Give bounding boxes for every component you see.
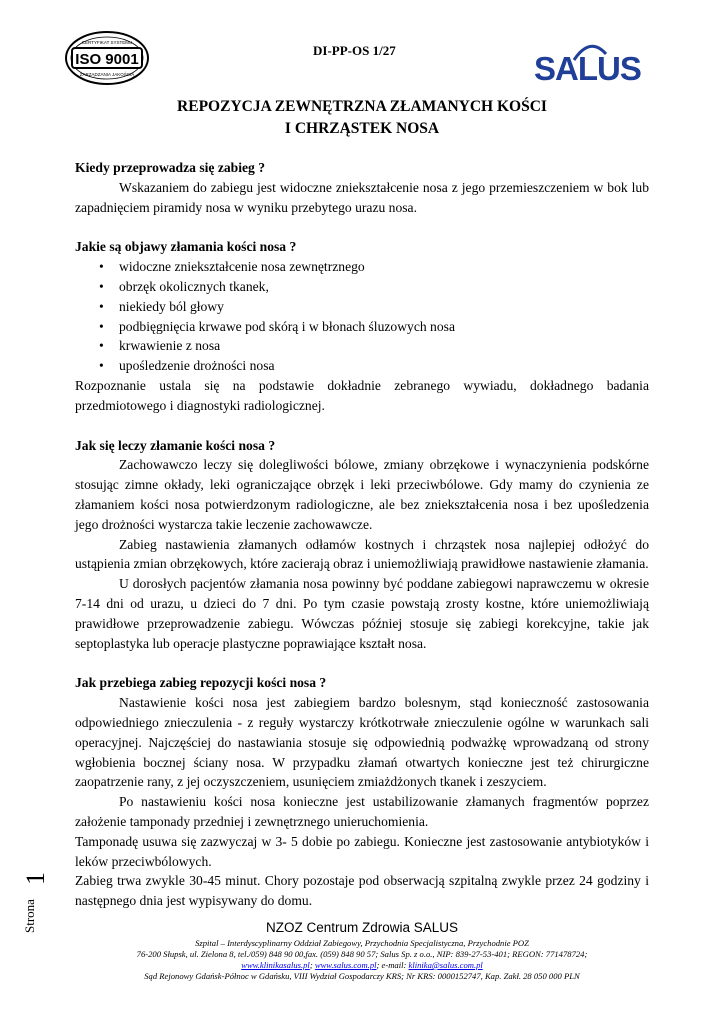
website-link-2[interactable]: www.salus.com.pl — [314, 960, 377, 970]
document-body — [75, 158, 649, 911]
footer-line: Sąd Rejonowy Gdańsk-Północ w Gdańsku, VIII Wydział Gospodarczy KRS; Nr KRS: 0000152747, Kap. Zakł. 28 050 000 PLN — [144, 971, 580, 981]
footer-title: NZOZ Centrum Zdrowia SALUS — [265, 920, 459, 935]
paragraph: U dorosłych pacjentów złamania nosa powinny być poddane zabiegowi naprawczemu w okresie 7-14 dni od urazu, u dzieci do 7 dni. Po tym czasie powstają zrosty kostne, które uniemożliwiają prawidłowe przeprowadzenie zabiegu. Wówczas później stosuje się zabiegi korekcyjne, takie jak septoplastyka lub operacje plastyczne poprawiające kształt nosa. — [75, 576, 649, 651]
symptom-list — [75, 257, 649, 376]
section-question: Jak przebiega zabieg repozycji kości nosa ? — [75, 675, 327, 691]
document-code: DI-PP-OS 1/27 — [313, 43, 396, 58]
svg-text:CERTYFIKAT SYSTEMU: CERTYFIKAT SYSTEMU — [81, 40, 133, 45]
paragraph: Tamponadę usuwa się zazwyczaj w 3- 5 dobie po zabiegu. Konieczne jest zastosowanie antybiotyków i leków przeciwbólowych. — [75, 833, 649, 869]
paragraph: Zabieg nastawienia złamanych odłamów kostnych i chrząstek nosa najlepiej odłożyć do ustąpienia zmian obrzękowych, które zacierają obraz i uniemożliwiają prawidłowe nastawienie złamania. — [75, 536, 649, 572]
paragraph: Wskazaniem do zabiegu jest widoczne zniekształcenie nosa z jego przemieszczeniem w bok lub zapadnięciem piramidy nosa w wyniku przebytego urazu nosa. — [75, 179, 649, 215]
salus-logo — [534, 48, 654, 90]
page-title-line-1: REPOZYCJA ZEWNĘTRZNA ZŁAMANYCH KOŚCI — [177, 98, 547, 115]
website-link[interactable]: www.klinikasalus.pl — [241, 960, 310, 970]
list-item: • niekiedy ból głowy — [75, 297, 649, 317]
list-item: • upośledzenie drożności nosa — [75, 356, 649, 376]
paragraph: Zabieg trwa zwykle 30-45 minut. Chory pozostaje pod obserwacją szpitalną zwykle przez 24 godziny i następnego dnia jest wypisywany do domu. — [75, 873, 649, 909]
page-number: 1 — [21, 872, 50, 885]
list-item: • widoczne zniekształcenie nosa zewnętrznego — [75, 257, 649, 277]
paragraph: Zachowawczo leczy się dolegliwości bólowe, zmiany obrzękowe i wynaczynienia podskórne stosując zimne okłady, leki ograniczające obrzęk i leki przeciwbólowe. Gdy mamy do czynienia ze złamaniem kości nosa potwierdzonym radiologiczne, ale bez zniekształcenia nosa i bez upośledzenia jego drożności wystarcza takie leczenie zachowawcze. — [75, 457, 649, 532]
section-question: Jakie są objawy złamania kości nosa ? — [75, 239, 297, 255]
list-item: • obrzęk okolicznych tkanek, — [75, 277, 649, 297]
footer-line: 76-200 Słupsk, ul. Zielona 8, tel./059) 848 90 00,fax. (059) 848 90 57; Salus Sp. z o.o., NIP: 839-27-53-401; REGON: 771478724; — [136, 949, 588, 959]
section-question: Jak się leczy złamanie kości nosa ? — [75, 437, 276, 453]
footer-links: www.klinikasalus.pl; www.salus.com.pl; e-mail: klinika@salus.com.pl — [241, 960, 483, 970]
email-link[interactable]: klinika@salus.com.pl — [408, 960, 483, 970]
list-item: • krwawienie z nosa — [75, 336, 649, 356]
iso-label: ISO 9001 — [75, 51, 139, 68]
section-question: Kiedy przeprowadza się zabieg ? — [75, 160, 266, 175]
page-title-line-2: I CHRZĄSTEK NOSA — [284, 120, 440, 137]
paragraph: Rozpoznanie ustala się na podstawie dokładnie zebranego wywiadu, dokładnego badania przedmiotowego i diagnostyki radiologicznej. — [75, 377, 649, 413]
page-label: Strona — [22, 899, 37, 933]
iso-9001-seal — [64, 30, 150, 86]
paragraph: Po nastawieniu kości nosa konieczne jest ustabilizowanie złamanych fragmentów poprzez założenie tamponady przedniej i zewnętrznego unieruchomienia. — [75, 794, 649, 829]
logo-text: SALUS — [534, 50, 641, 87]
paragraph: Nastawienie kości nosa jest zabiegiem bardzo bolesnym, stąd konieczność zastosowania odpowiedniego znieczulenia - z reguły wystarczy krótkotrwałe znieczulenie ogólne w warunkach sali operacyjnej. Najczęściej do nastawiania stosuje się odpowiednią podważkę wprowadzaną od strony wgłobienia bocznej ściany nosa. W przypadku złamań otwartych konieczne jest też chirurgiczne zaopatrzenie rany, z jej oczyszczeniem, usunięciem zmiażdżonych tkanek i zeszyciem. — [75, 695, 649, 790]
list-item: • podbięgnięcia krwawe pod skórą i w błonach śluzowych nosa — [75, 317, 649, 337]
svg-text:ZARZĄDZANIA JAKOŚCIĄ: ZARZĄDZANIA JAKOŚCIĄ — [79, 72, 135, 77]
footer-line: Szpital – Interdyscyplinarny Oddział Zabiegowy, Przychodnia Specjalistyczna, Przychodnie POZ — [195, 938, 529, 948]
